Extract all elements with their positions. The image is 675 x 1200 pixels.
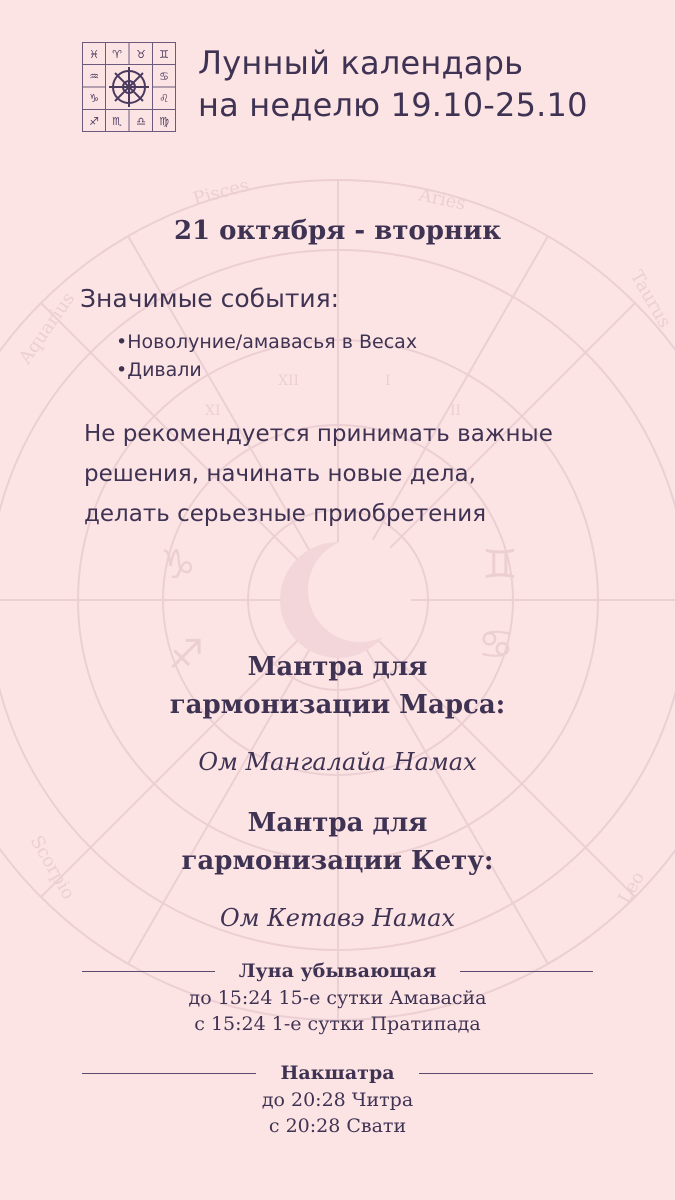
svg-text:♐: ♐ [89,115,99,128]
nakshatra-header [82,1062,593,1084]
svg-text:♈: ♈ [112,48,122,61]
divider [460,971,593,972]
watermark-numeral: II [450,403,462,419]
mantra-ketu-text: Ом Кетавэ Намах [219,904,456,932]
watermark-label: Aquarius [14,288,80,368]
svg-text:♑: ♑ [160,542,196,588]
watermark-numeral: XI [205,403,221,419]
events-list [116,328,417,384]
svg-text:♋: ♋ [478,622,514,668]
title-line: на неделю 19.10-25.10 [198,86,588,124]
watermark-label: Pisces [190,174,252,210]
mantra-mars-title [0,648,675,724]
mantra-title-line: Мантра для [247,808,428,838]
list-item: • Новолуние/амавасья в Весах [116,328,417,356]
advice-line: решения, начинать новые дела, [84,461,476,487]
mantra-title-line: гармонизации Марса: [169,690,506,720]
nakshatra-line: с 20:28 Свати [268,1115,407,1137]
watermark-numeral: I [385,373,391,389]
list-item: • Дивали [116,356,417,384]
moon-phase-line: с 15:24 1-е сутки Пратипада [194,1013,481,1035]
day-advice [84,414,644,534]
nakshatra-heading: Накшатра [280,1062,395,1084]
divider [82,1073,256,1074]
svg-text:♏: ♏ [112,115,122,128]
zodiac-grid-logo-icon [82,42,176,132]
events-title: Значимые события: [80,284,340,313]
nakshatra-line: до 20:28 Читра [261,1089,414,1111]
svg-text:♒: ♒ [89,70,99,83]
watermark-label: Scorpio [25,832,79,904]
watermark-numeral: XII [278,373,300,389]
title-line: Лунный календарь [198,44,524,82]
day-date: 21 октября - вторник [173,216,502,246]
moon-phase-details [0,985,675,1037]
advice-line: Не рекомендуется принимать важные [84,421,553,447]
mantra-mars-text: Ом Мангалайа Намах [198,748,477,776]
divider [419,1073,593,1074]
svg-text:♑: ♑ [89,92,99,105]
nakshatra-details [0,1087,675,1139]
svg-text:♌: ♌ [159,92,169,105]
svg-text:♉: ♉ [136,48,146,61]
moon-phase-line: до 15:24 15-е сутки Амавасйа [188,987,487,1009]
svg-text:♐: ♐ [168,632,204,678]
svg-text:♓: ♓ [89,48,99,61]
svg-text:♍: ♍ [159,115,169,128]
page-title [198,42,588,126]
svg-text:♎: ♎ [136,115,146,128]
svg-text:♊: ♊ [159,48,169,61]
divider [82,971,215,972]
svg-text:♊: ♊ [482,542,518,588]
mantra-title-line: гармонизации Кету: [181,846,494,876]
mantra-title-line: Мантра для [247,652,428,682]
watermark-label: Aries [416,184,468,215]
mantra-ketu-title [0,804,675,880]
watermark-label: Taurus [625,267,675,332]
moon-phase-heading: Луна убывающая [238,960,437,982]
watermark-label: Leo [614,868,650,908]
moon-phase-header [82,960,593,982]
advice-line: делать серьезные приобретения [84,501,487,527]
svg-text:♋: ♋ [159,70,169,83]
